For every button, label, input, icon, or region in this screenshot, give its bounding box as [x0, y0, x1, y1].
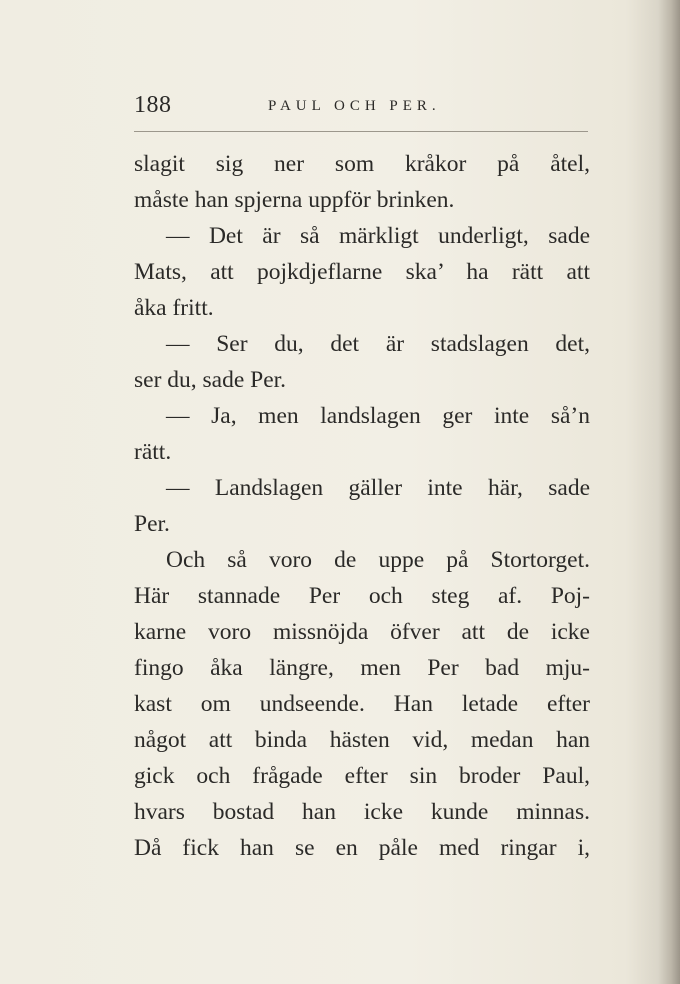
text-line: kast om undseende. Han letade efter	[134, 691, 590, 717]
text-line: gick och frågade efter sin broder Paul,	[134, 763, 590, 789]
page-number: 188	[134, 92, 172, 118]
text-line: — Det är så märkligt underligt, sade	[166, 223, 590, 249]
text-line: åka fritt.	[134, 295, 214, 321]
page-edge-shadow	[658, 0, 680, 984]
text-line: hvars bostad han icke kunde minnas.	[134, 799, 590, 825]
header-rule	[134, 131, 588, 132]
text-line: Då fick han se en påle med ringar i,	[134, 835, 590, 861]
text-line: karne voro missnöjda öfver att de icke	[134, 619, 590, 645]
text-line: — Ja, men landslagen ger inte så’n	[166, 403, 590, 429]
page-header	[134, 92, 590, 122]
running-head: PAUL OCH PER.	[268, 98, 441, 114]
text-line: något att binda hästen vid, medan han	[134, 727, 590, 753]
text-line: rätt.	[134, 439, 172, 465]
text-line: — Landslagen gäller inte här, sade	[166, 475, 590, 501]
text-line: ser du, sade Per.	[134, 367, 287, 393]
text-line: — Ser du, det är stadslagen det,	[166, 331, 590, 357]
text-line: Mats, att pojkdjeflarne ska’ ha rätt att	[134, 259, 590, 285]
text-line: Och så voro de uppe på Stortorget.	[166, 547, 590, 573]
text-line: fingo åka längre, men Per bad mju-	[134, 655, 590, 681]
text-line: måste han spjerna uppför brinken.	[134, 187, 455, 213]
text-line: Per.	[134, 511, 170, 537]
text-line: Här stannade Per och steg af. Poj-	[134, 583, 590, 609]
body-text	[134, 146, 590, 866]
text-line: slagit sig ner som kråkor på åtel,	[134, 151, 590, 177]
